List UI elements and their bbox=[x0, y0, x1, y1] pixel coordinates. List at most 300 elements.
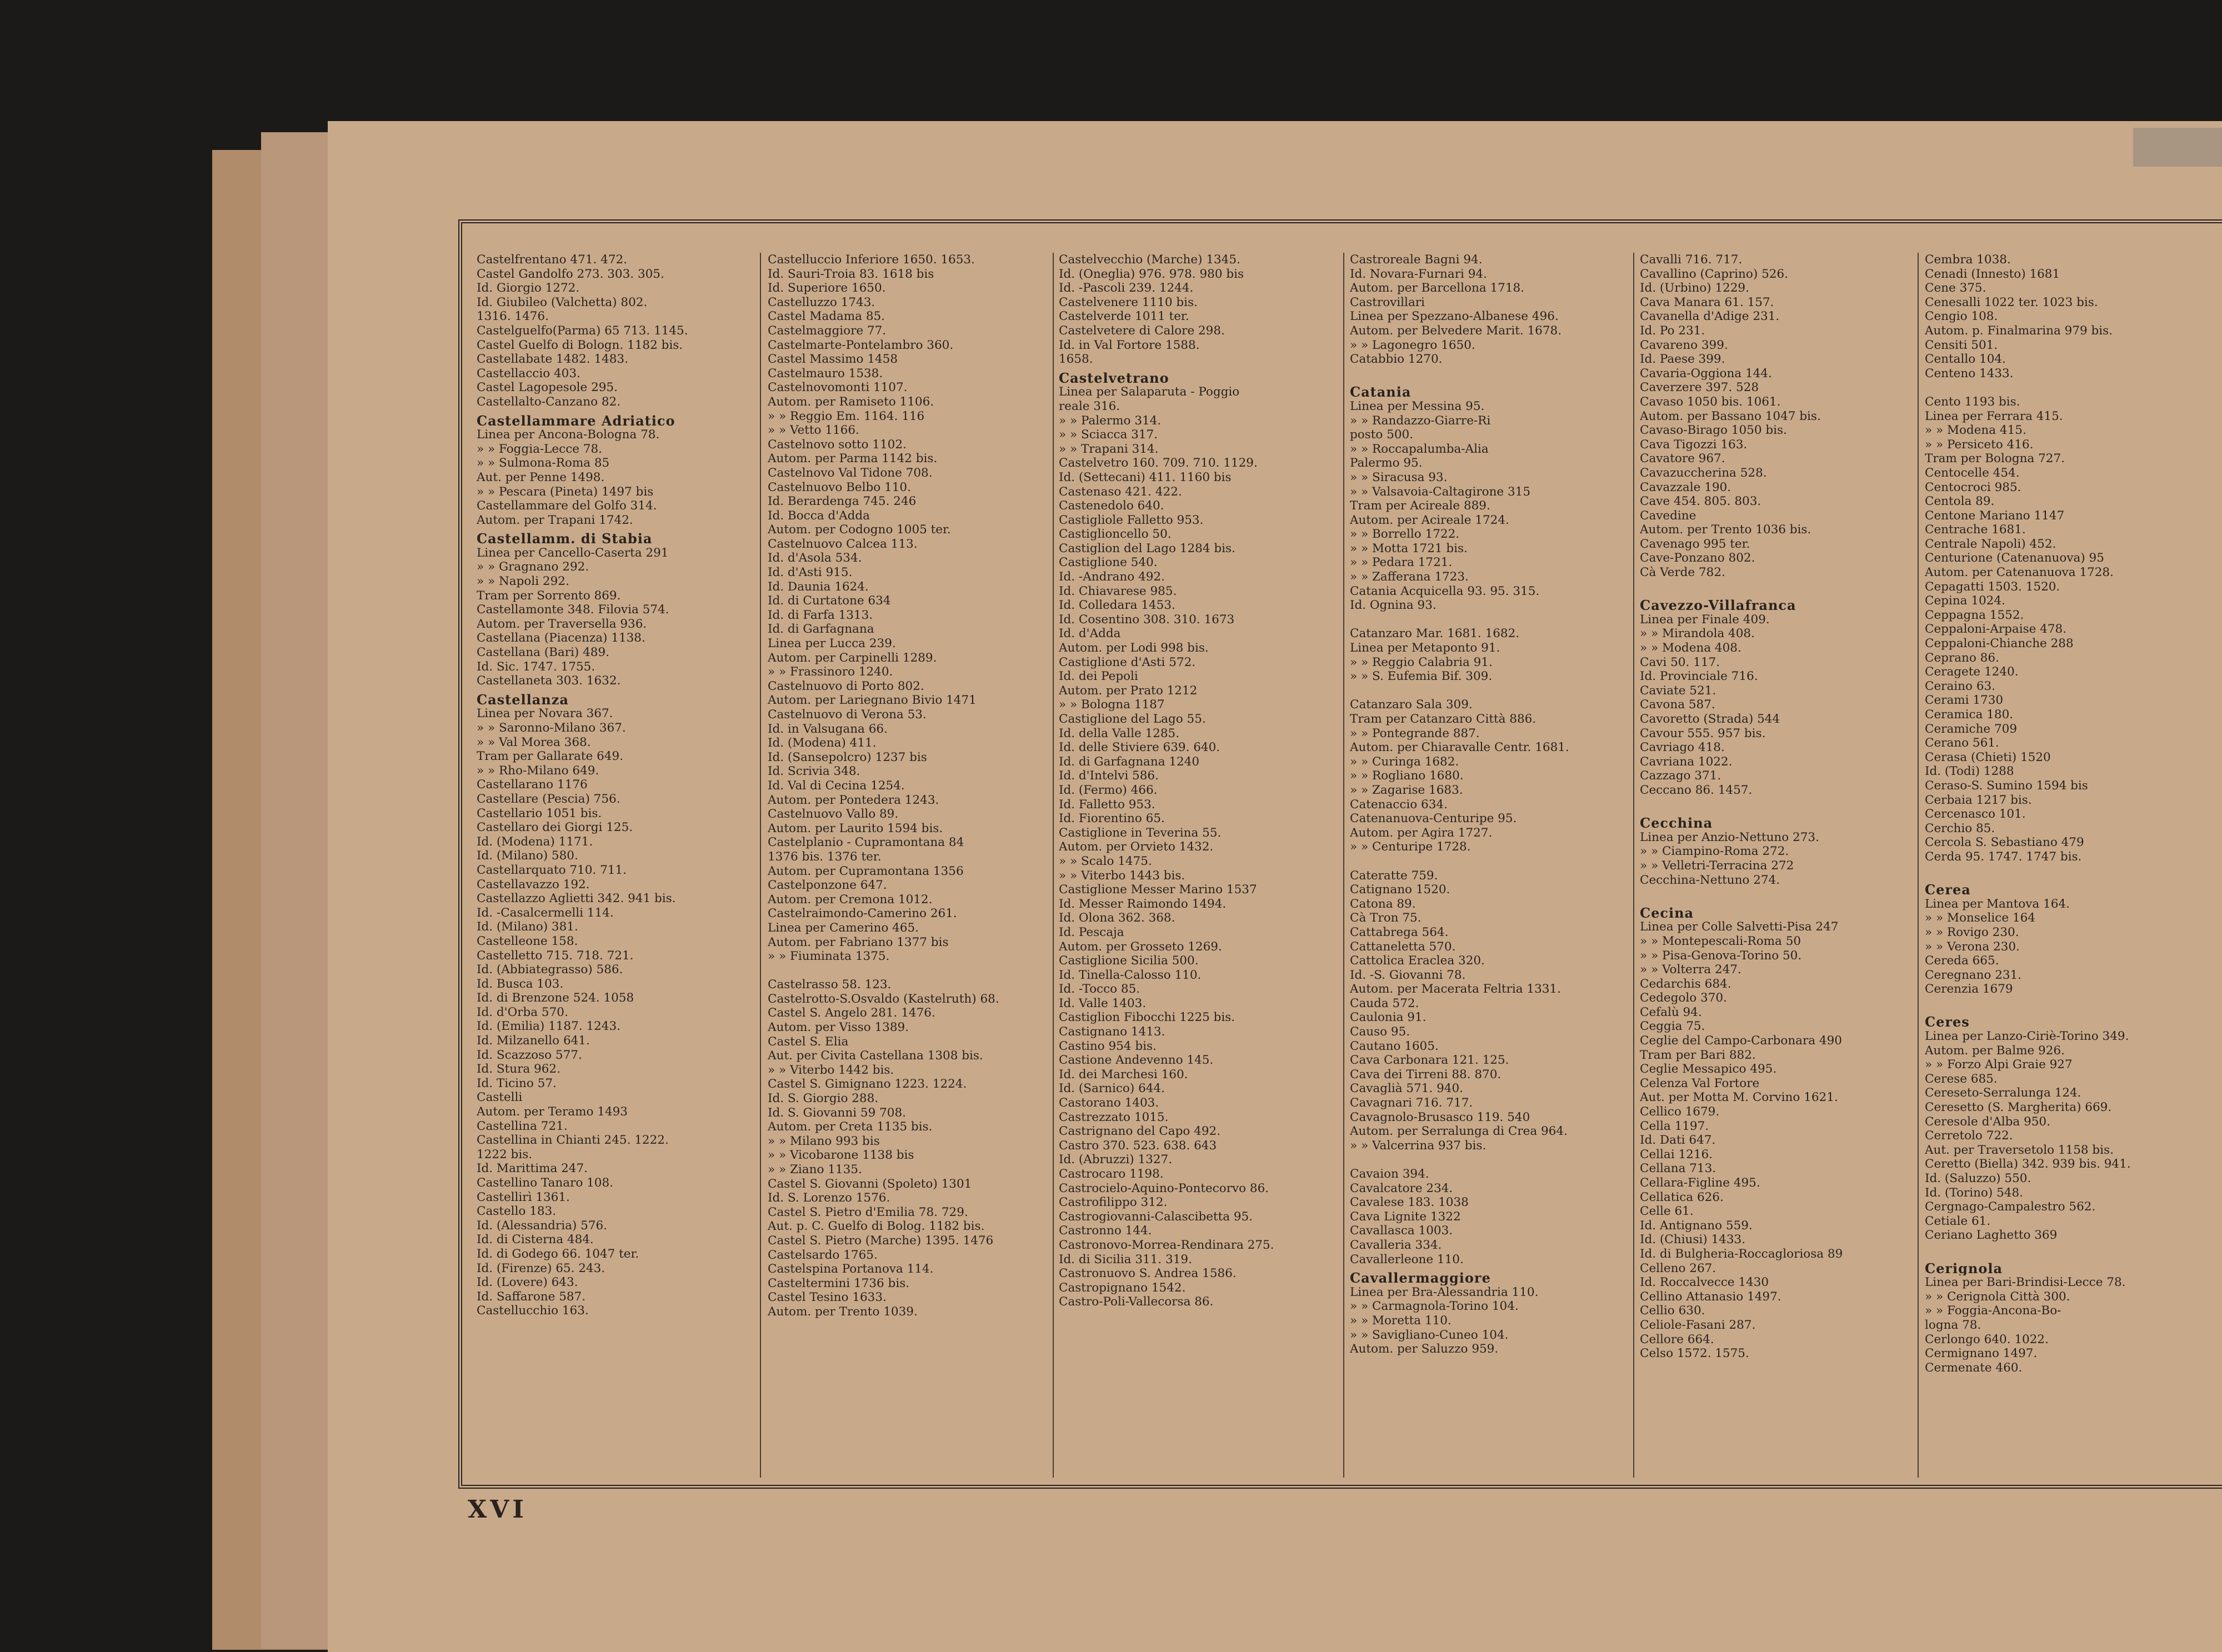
index-entry: Ceregnano 231. bbox=[1925, 968, 2022, 982]
index-entry: Castellirì 1361. bbox=[477, 1190, 570, 1204]
index-entry: Tram per Sorrento 869. bbox=[477, 588, 621, 603]
index-entry: Ceppagna 1552. bbox=[1925, 608, 2024, 622]
index-entry: Castigliole Falletto 953. bbox=[1059, 513, 1204, 527]
index-entry: Autom. per Barcellona 1718. bbox=[1350, 281, 1525, 296]
index-entry: Id. Falletto 953. bbox=[1059, 797, 1155, 812]
index-entry: Linea per Ferrara 415. bbox=[1925, 409, 2063, 423]
index-entry: Castiglion del Lago 1284 bis. bbox=[1059, 541, 1235, 555]
index-entry: » » Siracusa 93. bbox=[1350, 470, 1448, 484]
index-entry: Cenadi (Innesto) 1681 bbox=[1925, 267, 2060, 281]
index-entry: » » Fiuminata 1375. bbox=[768, 949, 890, 964]
index-entry: Id. S. Lorenzo 1576. bbox=[768, 1191, 890, 1205]
index-entry: Cecchina-Nettuno 274. bbox=[1640, 873, 1780, 887]
index-column-4 bbox=[1350, 253, 1632, 1475]
index-entry bbox=[1925, 997, 2207, 1011]
index-entry: reale 316. bbox=[1059, 399, 1120, 413]
index-entry: » » Vetto 1166. bbox=[768, 423, 859, 438]
index-entry: Castenaso 421. 422. bbox=[1059, 484, 1182, 499]
index-entry: Casteltermini 1736 bis. bbox=[768, 1276, 910, 1290]
index-entry: Caviate 521. bbox=[1640, 683, 1716, 698]
index-entry: Linea per Colle Salvetti-Pisa 247 bbox=[1640, 920, 1839, 934]
index-entry: Cave 454. 805. 803. bbox=[1640, 494, 1761, 509]
index-entry: Castrovillari bbox=[1350, 295, 1425, 309]
index-entry bbox=[1640, 887, 1922, 902]
index-entry: » » Borrello 1722. bbox=[1350, 527, 1460, 542]
index-entry: Cerda 95. 1747. 1747 bis. bbox=[1925, 849, 2082, 864]
index-entry: Castellana (Bari) 489. bbox=[477, 645, 609, 660]
index-entry: Castro 370. 523. 638. 643 bbox=[1059, 1138, 1217, 1153]
index-entry: Id. Antignano 559. bbox=[1640, 1218, 1753, 1233]
index-entry: Cavanella d'Adige 231. bbox=[1640, 309, 1780, 324]
index-entry: Id. Scazzoso 577. bbox=[477, 1048, 582, 1062]
index-entry: Id. Berardenga 745. 246 bbox=[768, 494, 917, 509]
index-entry: Id. Colledara 1453. bbox=[1059, 598, 1175, 613]
section-heading: Cavezzo-Villafranca bbox=[1640, 598, 1796, 613]
index-entry: Linea per Metaponto 91. bbox=[1350, 641, 1500, 655]
index-entry: Cavaso-Birago 1050 bis. bbox=[1640, 423, 1787, 438]
index-entry: Autom. per Balme 926. bbox=[1925, 1043, 2065, 1058]
index-entry: Castel S. Giovanni (Spoleto) 1301 bbox=[768, 1177, 972, 1191]
index-entry: Cellico 1679. bbox=[1640, 1105, 1720, 1119]
index-entry: Cento 1193 bis. bbox=[1925, 394, 2020, 409]
index-entry: Catabbio 1270. bbox=[1350, 352, 1443, 367]
index-entry: Cava Lignite 1322 bbox=[1350, 1209, 1461, 1224]
index-entry: » » Carmagnola-Torino 104. bbox=[1350, 1299, 1519, 1314]
section-heading: Castellamm. di Stabia bbox=[477, 532, 653, 546]
index-entry: Castel S. Pietro d'Emilia 78. 729. bbox=[768, 1205, 968, 1219]
index-entry: Castronuovo S. Andrea 1586. bbox=[1059, 1266, 1237, 1281]
index-entry: Id. delle Stiviere 639. 640. bbox=[1059, 740, 1220, 755]
index-entry bbox=[1925, 381, 2207, 395]
index-entry: Cazzago 371. bbox=[1640, 769, 1721, 783]
index-entry: Id. (Modena) 1171. bbox=[477, 834, 593, 849]
index-entry: Id. Giorgio 1272. bbox=[477, 281, 580, 296]
index-entry: Castelnuovo Calcea 113. bbox=[768, 537, 918, 551]
index-entry: » » Sulmona-Roma 85 bbox=[477, 456, 610, 470]
index-entry: Castiglion Fibocchi 1225 bis. bbox=[1059, 1010, 1235, 1025]
index-entry: Catania Acquicella 93. 95. 315. bbox=[1350, 584, 1540, 598]
index-entry: Cedarchis 684. bbox=[1640, 977, 1731, 991]
index-entry: Aut. per Traversetolo 1158 bis. bbox=[1925, 1143, 2114, 1157]
index-entry: Id. (Abruzzi) 1327. bbox=[1059, 1153, 1173, 1167]
index-entry: Linea per Cancello-Caserta 291 bbox=[477, 545, 669, 560]
index-entry: Autom. per Prato 1212 bbox=[1059, 683, 1198, 698]
index-entry: Aut. p. C. Guelfo di Bolog. 1182 bis. bbox=[768, 1219, 985, 1234]
index-entry: Autom. per Catenanuova 1728. bbox=[1925, 565, 2114, 580]
index-entry: Castelvetro 160. 709. 710. 1129. bbox=[1059, 456, 1258, 470]
index-entry: Cavazuccherina 528. bbox=[1640, 465, 1767, 480]
index-entry: Id. di Curtatone 634 bbox=[768, 594, 891, 608]
index-entry: Castelplanio - Cupramontana 84 bbox=[768, 835, 964, 850]
index-entry: Id. Pescaja bbox=[1059, 925, 1124, 939]
index-entry: » » Pisa-Genova-Torino 50. bbox=[1640, 948, 1802, 963]
index-entry: » » Rovigo 230. bbox=[1925, 925, 2019, 939]
index-entry: » » Curinga 1682. bbox=[1350, 754, 1459, 769]
index-entry: Id. (Settecani) 411. 1160 bis bbox=[1059, 470, 1232, 484]
index-entry: Cava Tigozzi 163. bbox=[1640, 437, 1748, 452]
index-entry: Castel S. Pietro (Marche) 1395. 1476 bbox=[768, 1233, 994, 1248]
index-entry: Id. di Brenzone 524. 1058 bbox=[477, 991, 634, 1005]
index-entry: Ceramica 180. bbox=[1925, 708, 2014, 722]
index-entry: Id. Paese 399. bbox=[1640, 352, 1725, 367]
index-entry: Castelraimondo-Camerino 261. bbox=[768, 907, 957, 921]
index-entry: Linea per Bra-Alessandria 110. bbox=[1350, 1285, 1539, 1299]
index-entry: Causo 95. bbox=[1350, 1025, 1410, 1039]
index-entry: posto 500. bbox=[1350, 428, 1414, 442]
index-entry: Autom. per Teramo 1493 bbox=[477, 1105, 628, 1119]
index-entry: Castel Lagopesole 295. bbox=[477, 381, 618, 395]
section-heading: Cecina bbox=[1640, 905, 1694, 920]
column-rule bbox=[1053, 253, 1054, 1478]
index-entry: Cerretolo 722. bbox=[1925, 1129, 2013, 1143]
section-heading: Cerignola bbox=[1925, 1261, 2003, 1276]
index-entry: Cavallerleone 110. bbox=[1350, 1252, 1464, 1266]
index-entry: Castelnovomonti 1107. bbox=[768, 381, 908, 395]
index-entry: Cavour 555. 957 bis. bbox=[1640, 726, 1766, 740]
index-entry: Cermenate 460. bbox=[1925, 1360, 2023, 1375]
index-entry: Tram per Catanzaro Città 886. bbox=[1350, 712, 1537, 726]
index-column-5 bbox=[1640, 253, 1922, 1475]
index-entry bbox=[1925, 1243, 2207, 1257]
index-entry bbox=[1350, 684, 1632, 698]
index-entry: Autom. per Trapani 1742. bbox=[477, 513, 633, 527]
index-entry: » » Zafferana 1723. bbox=[1350, 570, 1469, 584]
index-entry: Id. di Sicilia 311. 319. bbox=[1059, 1252, 1192, 1266]
index-entry: Castellaccio 403. bbox=[477, 366, 580, 381]
index-entry: » » Gragnano 292. bbox=[477, 560, 589, 574]
index-entry: » » Motta 1721 bis. bbox=[1350, 541, 1468, 555]
index-entry: Castellarquato 710. 711. bbox=[477, 863, 627, 877]
index-entry: Id. dei Pepoli bbox=[1059, 669, 1138, 684]
index-entry: Castellina in Chianti 245. 1222. bbox=[477, 1133, 669, 1148]
index-entry: Castiglione Messer Marino 1537 bbox=[1059, 883, 1257, 897]
index-entry: Celleno 267. bbox=[1640, 1261, 1716, 1275]
index-entry: Cava Manara 61. 157. bbox=[1640, 295, 1774, 309]
index-entry: Cerasa (Chieti) 1520 bbox=[1925, 750, 2051, 764]
index-entry: Cavareno 399. bbox=[1640, 338, 1728, 352]
index-entry: Id. Daunia 1624. bbox=[768, 579, 869, 594]
index-entry: Cellara-Figline 495. bbox=[1640, 1176, 1760, 1190]
index-entry: Castellarano 1176 bbox=[477, 778, 588, 792]
index-entry: » » Pontegrande 887. bbox=[1350, 726, 1480, 740]
index-entry: Autom. p. Finalmarina 979 bis. bbox=[1925, 323, 2113, 338]
index-entry: » » Ciampino-Roma 272. bbox=[1640, 844, 1789, 859]
page-number: XVI bbox=[468, 1495, 527, 1524]
index-entry: Palermo 95. bbox=[1350, 456, 1423, 470]
index-entry: Cene 375. bbox=[1925, 281, 1986, 296]
index-entry: Id. in Valsugana 66. bbox=[768, 722, 888, 736]
index-entry: Castrezzato 1015. bbox=[1059, 1110, 1169, 1124]
index-entry: Castelfrentano 471. 472. bbox=[477, 253, 628, 267]
index-entry: Autom. per Lodi 998 bis. bbox=[1059, 641, 1209, 655]
column-rule bbox=[760, 253, 761, 1478]
index-entry: Cereda 665. bbox=[1925, 954, 1999, 968]
index-entry: Castrofilippo 312. bbox=[1059, 1195, 1168, 1210]
index-entry: » » Velletri-Terracina 272 bbox=[1640, 858, 1794, 873]
index-entry: Castel S. Angelo 281. 1476. bbox=[768, 1006, 935, 1020]
index-entry: Castelvenere 1110 bis. bbox=[1059, 295, 1198, 309]
index-entry: Cava Carbonara 121. 125. bbox=[1350, 1053, 1509, 1068]
index-entry: Cavalcatore 234. bbox=[1350, 1181, 1453, 1195]
index-entry: Cerenzia 1679 bbox=[1925, 982, 2013, 997]
index-entry: Censiti 501. bbox=[1925, 338, 1998, 352]
index-entry: Autom. per Laurito 1594 bis. bbox=[768, 821, 943, 835]
index-entry: Tram per Bologna 727. bbox=[1925, 452, 2065, 466]
index-entry: Cauda 572. bbox=[1350, 996, 1419, 1010]
section-heading: Castellanza bbox=[477, 692, 569, 707]
index-entry: Id. S. Giovanni 59 708. bbox=[768, 1105, 906, 1120]
index-entry: » » Monselice 164 bbox=[1925, 911, 2035, 925]
index-entry: Centrale Napoli) 452. bbox=[1925, 537, 2056, 551]
index-entry: » » Volterra 247. bbox=[1640, 963, 1741, 977]
index-entry: Cà Verde 782. bbox=[1640, 565, 1725, 580]
index-entry: Autom. per Pontedera 1243. bbox=[768, 793, 939, 807]
index-entry: Id. (Abbiategrasso) 586. bbox=[477, 963, 623, 977]
index-entry: Id. (Saluzzo) 550. bbox=[1925, 1172, 2031, 1185]
index-column-3 bbox=[1059, 253, 1341, 1475]
index-entry: Cetiale 61. bbox=[1925, 1214, 1991, 1228]
index-entry: Id. -Tocco 85. bbox=[1059, 982, 1140, 997]
index-entry: Castiglione del Lago 55. bbox=[1059, 712, 1206, 726]
index-entry: Id. di Garfagnana bbox=[768, 622, 874, 637]
index-entry: Autom. per Lariegnano Bivio 1471 bbox=[768, 693, 977, 708]
index-entry: Cavoretto (Strada) 544 bbox=[1640, 712, 1780, 726]
index-entry: Castroreale Bagni 94. bbox=[1350, 253, 1483, 267]
index-entry: Castellucchio 163. bbox=[477, 1304, 589, 1318]
index-entry: Castellario 1051 bis. bbox=[477, 806, 602, 820]
index-entry: Castel Guelfo di Bologn. 1182 bis. bbox=[477, 338, 683, 352]
index-entry: » » Milano 993 bis bbox=[768, 1134, 880, 1148]
index-entry: Id. -Casalcermelli 114. bbox=[477, 905, 614, 920]
index-entry: Cella 1197. bbox=[1640, 1119, 1709, 1133]
index-entry: Castiglioncello 50. bbox=[1059, 527, 1172, 542]
index-entry: Id. Marittima 247. bbox=[477, 1162, 588, 1176]
index-entry: Castelnuovo di Porto 802. bbox=[768, 679, 924, 693]
index-entry: Catanzaro Mar. 1681. 1682. bbox=[1350, 627, 1520, 641]
index-entry: Id. Po 231. bbox=[1640, 323, 1705, 338]
index-entry: Castignano 1413. bbox=[1059, 1025, 1165, 1039]
index-entry: Cerano 561. bbox=[1925, 736, 1999, 750]
index-entry: » » Sciacca 317. bbox=[1059, 428, 1158, 442]
index-entry: Aut. per Penne 1498. bbox=[477, 470, 605, 484]
index-entry: logna 78. bbox=[1925, 1318, 1981, 1332]
index-entry: Castelmarte-Pontelambro 360. bbox=[768, 338, 954, 352]
index-entry: Cavaion 394. bbox=[1350, 1167, 1429, 1181]
index-entry: Ceglie del Campo-Carbonara 490 bbox=[1640, 1034, 1842, 1048]
index-entry: Castel Madama 85. bbox=[768, 309, 885, 324]
column-rule bbox=[1343, 253, 1344, 1478]
index-entry: Id. Cosentino 308. 310. 1673 bbox=[1059, 612, 1235, 627]
index-entry: Autom. per Chiaravalle Centr. 1681. bbox=[1350, 740, 1569, 755]
index-entry: Castelletto 715. 718. 721. bbox=[477, 948, 634, 963]
index-entry: Castelnovo sotto 1102. bbox=[768, 437, 907, 452]
index-entry: Cellino Attanasio 1497. bbox=[1640, 1289, 1781, 1304]
index-entry: Castelrasso 58. 123. bbox=[768, 978, 892, 992]
index-entry: Id. -Pascoli 239. 1244. bbox=[1059, 281, 1194, 296]
index-entry: Ceragete 1240. bbox=[1925, 665, 2019, 679]
index-entry: Cellatica 626. bbox=[1640, 1190, 1724, 1204]
index-entry: Linea per Ancona-Bologna 78. bbox=[477, 428, 660, 442]
index-entry bbox=[1925, 864, 2207, 879]
section-heading: Castellammare Adriatico bbox=[477, 413, 675, 428]
index-entry: Linea per Lucca 239. bbox=[768, 637, 896, 651]
index-entry: Ceraino 63. bbox=[1925, 679, 1995, 693]
index-entry: Autom. per Codogno 1005 ter. bbox=[768, 523, 951, 537]
index-entry: » » Trapani 314. bbox=[1059, 442, 1159, 456]
index-entry bbox=[1640, 580, 1922, 594]
index-entry: Linea per Finale 409. bbox=[1640, 612, 1770, 627]
index-entry: Ceraso-S. Sumino 1594 bis bbox=[1925, 778, 2088, 793]
index-entry: » » Valsavoia-Caltagirone 315 bbox=[1350, 484, 1531, 499]
index-column-2 bbox=[768, 253, 1050, 1475]
index-entry: Castropignano 1542. bbox=[1059, 1280, 1186, 1295]
index-entry: » » Verona 230. bbox=[1925, 939, 2020, 954]
index-entry: » » Foggia-Lecce 78. bbox=[477, 442, 602, 456]
index-entry: Cavallasca 1003. bbox=[1350, 1224, 1453, 1238]
index-entry: Cavi 50. 117. bbox=[1640, 655, 1720, 669]
index-entry: Id. Roccalvecce 1430 bbox=[1640, 1275, 1769, 1290]
index-entry: Id. Saffarone 587. bbox=[477, 1289, 586, 1304]
index-entry: » » S. Eufemia Bif. 309. bbox=[1350, 669, 1493, 684]
index-entry bbox=[768, 964, 1050, 978]
index-entry: Id. Fiorentino 65. bbox=[1059, 812, 1165, 826]
index-entry: » » Forzo Alpi Graie 927 bbox=[1925, 1058, 2073, 1072]
index-entry: Autom. per Bassano 1047 bis. bbox=[1640, 409, 1821, 423]
index-entry: » » Cerignola Città 300. bbox=[1925, 1289, 2070, 1304]
index-entry: Ceramiche 709 bbox=[1925, 722, 2018, 736]
index-entry: Castino 954 bis. bbox=[1059, 1039, 1157, 1053]
index-entry: Caulonia 91. bbox=[1350, 1010, 1427, 1025]
index-entry: Id. d'Orba 570. bbox=[477, 1005, 568, 1019]
index-entry: Id. Provinciale 716. bbox=[1640, 669, 1758, 684]
index-entry: » » Ziano 1135. bbox=[768, 1163, 862, 1177]
index-entry: Cellore 664. bbox=[1640, 1332, 1714, 1346]
index-entry: Id. di Garfagnana 1240 bbox=[1059, 754, 1200, 769]
index-entry: Id. dei Marchesi 160. bbox=[1059, 1067, 1188, 1082]
index-entry: Cerami 1730 bbox=[1925, 693, 2004, 708]
index-entry: Castrogiovanni-Calascibetta 95. bbox=[1059, 1209, 1253, 1224]
section-heading: Cerea bbox=[1925, 883, 1971, 897]
index-entry: Id. d'Adda bbox=[1059, 627, 1121, 641]
index-entry: Cavaso 1050 bis. 1061. bbox=[1640, 394, 1781, 409]
index-entry: Castelnuovo di Verona 53. bbox=[768, 708, 927, 722]
index-entry: Autom. per Ramiseto 1106. bbox=[768, 394, 934, 409]
index-entry: Castellino Tanaro 108. bbox=[477, 1176, 614, 1190]
index-entry: Cavagnolo-Brusasco 119. 540 bbox=[1350, 1110, 1530, 1124]
index-entry: Cattabrega 564. bbox=[1350, 925, 1449, 939]
index-entry: Linea per Bari-Brindisi-Lecce 78. bbox=[1925, 1275, 2126, 1290]
index-entry: Id. Sic. 1747. 1755. bbox=[477, 659, 595, 674]
index-entry: Catanzaro Sala 309. bbox=[1350, 698, 1473, 712]
index-entry: Castelli bbox=[477, 1090, 523, 1105]
index-entry: Centallo 104. bbox=[1925, 352, 2006, 367]
index-entry: Castel Tesino 1633. bbox=[768, 1290, 887, 1305]
index-entry: Autom. per Traversella 936. bbox=[477, 617, 647, 631]
index-entry: Cavalli 716. 717. bbox=[1640, 253, 1743, 267]
index-entry: Castiglione d'Asti 572. bbox=[1059, 655, 1196, 669]
index-entry: Castelleone 158. bbox=[477, 934, 578, 948]
index-entry: Id. (Emilia) 1187. 1243. bbox=[477, 1019, 620, 1034]
index-entry: » » Persiceto 416. bbox=[1925, 437, 2034, 452]
index-entry: Celiole-Fasani 287. bbox=[1640, 1318, 1756, 1332]
index-entry: Id. S. Giorgio 288. bbox=[768, 1092, 879, 1106]
index-entry: » » Saronno-Milano 367. bbox=[477, 721, 626, 735]
index-entry: Centocelle 454. bbox=[1925, 465, 2020, 480]
index-entry: Castel Massimo 1458 bbox=[768, 352, 898, 367]
index-entry: Cavallino (Caprino) 526. bbox=[1640, 267, 1788, 281]
index-entry: Id. (Sansepolcro) 1237 bis bbox=[768, 750, 927, 764]
index-entry: Ceccano 86. 1457. bbox=[1640, 783, 1753, 797]
index-entry: Autom. per Orvieto 1432. bbox=[1059, 840, 1214, 854]
index-entry: Id. (Modena) 411. bbox=[768, 736, 877, 750]
index-entry: Linea per Spezzano-Albanese 496. bbox=[1350, 309, 1559, 324]
index-entry: » » Valcerrina 937 bis. bbox=[1350, 1138, 1487, 1153]
index-entry: Cateratte 759. bbox=[1350, 868, 1438, 883]
index-entry: Cavriana 1022. bbox=[1640, 754, 1733, 769]
index-entry: Celenza Val Fortore bbox=[1640, 1076, 1760, 1090]
index-entry: Cavona 587. bbox=[1640, 698, 1715, 712]
index-entry: Ceprano 86. bbox=[1925, 650, 1999, 665]
index-entry: Autom. per Trento 1036 bis. bbox=[1640, 523, 1811, 537]
index-entry: Id. (Chiusi) 1433. bbox=[1640, 1233, 1746, 1247]
index-entry: Cavaglià 571. 940. bbox=[1350, 1082, 1463, 1096]
index-entry: 1658. bbox=[1059, 352, 1093, 367]
index-entry: Catenaccio 634. bbox=[1350, 797, 1448, 812]
index-entry: Id. d'Intelvi 586. bbox=[1059, 769, 1159, 783]
index-entry: Id. Valle 1403. bbox=[1059, 996, 1147, 1010]
index-entry: Catenanuova-Centuripe 95. bbox=[1350, 812, 1517, 826]
index-entry: Centurione (Catenanuova) 95 bbox=[1925, 551, 2104, 565]
index-entry: Linea per Camerino 465. bbox=[768, 920, 919, 935]
index-entry: Id. Ticino 57. bbox=[477, 1076, 557, 1090]
section-heading: Catania bbox=[1350, 385, 1412, 399]
index-entry: Linea per Lanzo-Ciriè-Torino 349. bbox=[1925, 1029, 2129, 1044]
index-entry: Cellana 713. bbox=[1640, 1162, 1716, 1176]
index-entry: Castellabate 1482. 1483. bbox=[477, 352, 628, 367]
index-entry: Id. (Firenze) 65. 243. bbox=[477, 1261, 605, 1275]
index-entry: 1376 bis. 1376 ter. bbox=[768, 849, 882, 864]
index-entry: Castellammare del Golfo 314. bbox=[477, 499, 657, 513]
index-entry: Castelnuovo Vallo 89. bbox=[768, 807, 899, 822]
index-entry: Id. della Valle 1285. bbox=[1059, 726, 1180, 740]
index-entry: » » Palermo 314. bbox=[1059, 413, 1162, 428]
index-entry: Autom. per Cremona 1012. bbox=[768, 892, 933, 907]
index-entry: Castiglione in Teverina 55. bbox=[1059, 825, 1222, 840]
index-entry: Cavriago 418. bbox=[1640, 740, 1725, 755]
index-entry: Autom. per Parma 1142 bis. bbox=[768, 452, 938, 466]
index-entry: Cefalù 94. bbox=[1640, 1005, 1702, 1019]
index-entry: Id. -Andrano 492. bbox=[1059, 570, 1165, 584]
index-column-6 bbox=[1925, 253, 2207, 1475]
index-entry: Linea per Anzio-Nettuno 273. bbox=[1640, 830, 1819, 844]
index-entry: Id. Val di Cecina 1254. bbox=[768, 778, 905, 793]
index-entry: Id. di Godego 66. 1047 ter. bbox=[477, 1246, 639, 1261]
index-entry: Cembra 1038. bbox=[1925, 253, 2011, 267]
index-entry: Ceresetto (S. Margherita) 669. bbox=[1925, 1100, 2112, 1115]
index-entry bbox=[1350, 1153, 1632, 1167]
index-entry: Aut. per Motta M. Corvino 1621. bbox=[1640, 1090, 1838, 1105]
index-entry: Id. (Torino) 548. bbox=[1925, 1185, 2023, 1200]
index-entry: Cerbaia 1217 bis. bbox=[1925, 793, 2032, 807]
index-entry bbox=[1350, 367, 1632, 381]
index-entry: Ceglie Messapico 495. bbox=[1640, 1062, 1777, 1077]
index-entry: Catignano 1520. bbox=[1350, 883, 1450, 897]
index-entry: » » Frassinoro 1240. bbox=[768, 665, 893, 679]
index-entry: Castelnuovo Belbo 110. bbox=[768, 480, 911, 494]
index-entry: Linea per Mantova 164. bbox=[1925, 897, 2070, 911]
index-entry: Cepina 1024. bbox=[1925, 594, 2005, 608]
index-entry: Tram per Bari 882. bbox=[1640, 1048, 1756, 1062]
